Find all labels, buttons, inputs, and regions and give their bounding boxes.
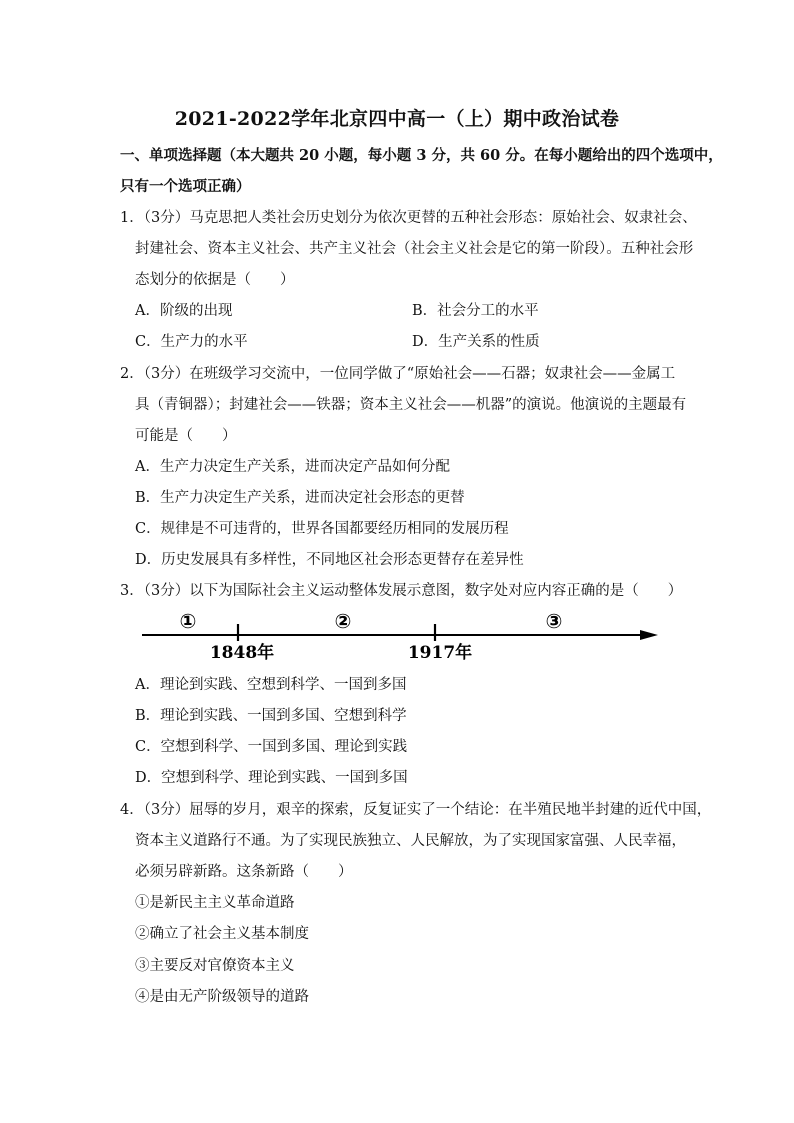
question-4-statement-3: ③主要反对官僚资本主义 — [135, 958, 295, 974]
question-2-line2: 具（青铜器）；封建社会——铁器；资本主义社会——机器”的演说。他演说的主题最有 — [135, 397, 687, 413]
question-4-statement-2: ②确立了社会主义基本制度 — [135, 926, 309, 942]
question-2-line3: 可能是（ ） — [135, 428, 237, 444]
question-2-option-d: D．历史发展具有多样性，不同地区社会形态更替存在差异性 — [135, 552, 524, 568]
question-1-option-c: C．生产力的水平 — [135, 334, 248, 350]
question-4-line2: 资本主义道路行不通。为了实现民族独立、人民解放，为了实现国家富强、人民幸福， — [135, 833, 686, 849]
question-4-statement-1: ①是新民主主义革命道路 — [135, 895, 295, 911]
timeline-label-2: ② — [334, 609, 352, 633]
timeline-arrowhead — [640, 630, 658, 640]
question-3-line1: 3．（3分）以下为国际社会主义运动整体发展示意图，数字处对应内容正确的是（ ） — [120, 583, 683, 599]
question-2-option-a: A．生产力决定生产关系，进而决定产品如何分配 — [135, 459, 450, 475]
timeline-diagram — [140, 608, 660, 664]
page-title: 2021-2022学年北京四中高一（上）期中政治试卷 — [174, 108, 620, 130]
question-1-line3: 态划分的依据是（ ） — [135, 272, 295, 288]
question-4-statement-4: ④是由无产阶级领导的道路 — [135, 989, 309, 1005]
question-3-option-d: D．空想到科学、理论到实践、一国到多国 — [135, 770, 408, 786]
timeline-label-1: ① — [179, 609, 197, 633]
question-2-line1: 2．（3分）在班级学习交流中，一位同学做了“原始社会——石器；奴隶社会——金属工 — [120, 366, 676, 382]
question-3-option-c: C．空想到科学、一国到多国、理论到实践 — [135, 739, 408, 755]
timeline-year-1848: 1848年 — [209, 643, 275, 663]
question-3-option-b: B．理论到实践、一国到多国、空想到科学 — [135, 708, 407, 724]
question-2-option-c: C．规律是不可违背的，世界各国都要经历相同的发展历程 — [135, 521, 509, 537]
timeline-year-1917: 1917年 — [407, 643, 473, 663]
question-1-line2: 封建社会、资本主义社会、共产主义社会（社会主义社会是它的第一阶段）。五种社会形 — [135, 241, 694, 257]
question-1-option-a: A．阶级的出现 — [135, 303, 233, 319]
question-4-line1: 4．（3分）屈辱的岁月，艰辛的探索，反复证实了一个结论：在半殖民地半封建的近代中国， — [120, 802, 712, 818]
question-2-option-b: B．生产力决定生产关系，进而决定社会形态的更替 — [135, 490, 465, 506]
question-1-line1: 1．（3分）马克思把人类社会历史划分为依次更替的五种社会形态：原始社会、奴隶社会、 — [120, 210, 697, 226]
section-heading-line2: 只有一个选项正确） — [120, 178, 251, 195]
question-1-option-b: B．社会分工的水平 — [412, 303, 539, 319]
question-1-option-d: D．生产关系的性质 — [412, 334, 540, 350]
timeline-label-3: ③ — [545, 609, 563, 633]
question-4-line3: 必须另辟新路。这条新路（ ） — [135, 864, 353, 880]
question-3-option-a: A．理论到实践、空想到科学、一国到多国 — [135, 677, 407, 693]
section-heading-line1: 一、单项选择题（本大题共 20 小题，每小题 3 分，共 60 分。在每小题给出的四个选项中， — [120, 147, 723, 164]
